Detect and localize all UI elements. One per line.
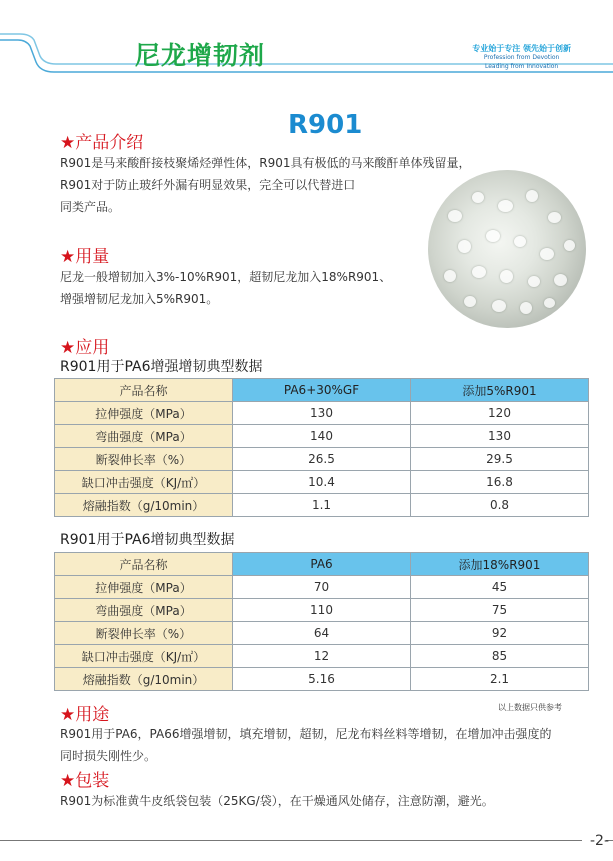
packaging-line: R901为标准黄牛皮纸袋包装（25KG/袋），在干燥通风处储存，注意防潮，避光。: [60, 794, 494, 808]
intro-line: R901对于防止玻纤外漏有明显效果，完全可以代替进口: [60, 178, 356, 192]
dosage-line: 增强增韧尼龙加入5%R901。: [60, 292, 219, 306]
table-row: [55, 448, 589, 471]
table-cell: 85: [411, 645, 589, 668]
star-icon: ★: [60, 247, 76, 267]
uses-title: 用途: [75, 705, 110, 725]
table-row: [55, 645, 589, 668]
table-header-row: [55, 553, 589, 576]
table-header-cell: PA6+30%GF: [233, 379, 411, 402]
table1-caption: R901用于PA6增强增韧典型数据: [60, 359, 263, 375]
table-cell: 缺口冲击强度（KJ/㎡）: [55, 645, 233, 668]
dosage-heading: [60, 242, 109, 267]
packaging-heading: [60, 766, 109, 791]
table-cell: 断裂伸长率（%）: [55, 448, 233, 471]
table-cell: 70: [233, 576, 411, 599]
table1: [54, 378, 589, 517]
table-row: [55, 576, 589, 599]
table2: [54, 552, 589, 691]
packaging-title: 包装: [75, 771, 110, 791]
application-heading: [60, 333, 109, 358]
table2-caption: R901用于PA6增韧典型数据: [60, 532, 235, 548]
table-cell: 10.4: [233, 471, 411, 494]
table-cell: 29.5: [411, 448, 589, 471]
table-cell: 熔融指数（g/10min）: [55, 494, 233, 517]
table-cell: 92: [411, 622, 589, 645]
table-header-cell: 添加5%R901: [411, 379, 589, 402]
table-cell: 缺口冲击强度（KJ/㎡）: [55, 471, 233, 494]
table-row: [55, 622, 589, 645]
packaging-text: [60, 790, 494, 812]
table-cell: 5.16: [233, 668, 411, 691]
star-icon: ★: [60, 705, 76, 725]
slogan-cn: 专业始于专注 领先始于创新: [472, 44, 571, 53]
table-header-row: [55, 379, 589, 402]
table-cell: 12: [233, 645, 411, 668]
star-icon: ★: [60, 133, 76, 153]
table-cell: 45: [411, 576, 589, 599]
table-cell: 120: [411, 402, 589, 425]
table-row: [55, 402, 589, 425]
uses-line: R901用于PA6，PA66增强增韧，填充增韧，超韧，尼龙布料丝料等增韧，在增加冲击强度的: [60, 727, 552, 741]
table-header-cell: 产品名称: [55, 553, 233, 576]
table-cell: 130: [411, 425, 589, 448]
uses-line: 同时损失刚性少。: [60, 749, 157, 763]
table-cell: 拉伸强度（MPa）: [55, 402, 233, 425]
table-cell: 弯曲强度（MPa）: [55, 425, 233, 448]
table-cell: 75: [411, 599, 589, 622]
table-row: [55, 494, 589, 517]
table-cell: 26.5: [233, 448, 411, 471]
slogan-en-2: Leading from Innovation: [484, 63, 559, 70]
table-cell: 110: [233, 599, 411, 622]
table-cell: 2.1: [411, 668, 589, 691]
dosage-text: [60, 266, 391, 310]
intro-line: R901是马来酸酐接枝聚烯烃弹性体，R901具有极低的马来酸酐单体残留量，: [60, 156, 471, 170]
uses-text: [60, 723, 552, 767]
table-row: [55, 599, 589, 622]
page-header: [0, 0, 613, 82]
table-cell: 弯曲强度（MPa）: [55, 599, 233, 622]
dosage-line: 尼龙一般增韧加入3%-10%R901，超韧尼龙加入18%R901、: [60, 270, 392, 284]
table-cell: 1.1: [233, 494, 411, 517]
product-pellets-image: [428, 170, 586, 328]
dosage-title: 用量: [75, 247, 110, 267]
uses-heading: [60, 700, 109, 725]
intro-text: [60, 152, 471, 218]
table-row: [55, 425, 589, 448]
brand-title: 尼龙增韧剂: [135, 41, 266, 70]
slogan-en-1: Profession from Devotion: [483, 54, 560, 61]
table-cell: 140: [233, 425, 411, 448]
intro-line: 同类产品。: [60, 200, 121, 214]
star-icon: ★: [60, 338, 76, 358]
data-disclaimer: 以上数据只供参考: [498, 703, 562, 712]
page-number: -2-: [590, 833, 610, 849]
intro-heading: [60, 128, 143, 153]
table-cell: 断裂伸长率（%）: [55, 622, 233, 645]
star-icon: ★: [60, 771, 76, 791]
table-cell: 拉伸强度（MPa）: [55, 576, 233, 599]
slogan: [472, 44, 571, 71]
table-cell: 0.8: [411, 494, 589, 517]
table-cell: 64: [233, 622, 411, 645]
table-cell: 130: [233, 402, 411, 425]
table-cell: 熔融指数（g/10min）: [55, 668, 233, 691]
table-header-cell: PA6: [233, 553, 411, 576]
table-row: [55, 668, 589, 691]
product-model: R901: [288, 110, 363, 140]
application-title: 应用: [75, 338, 110, 358]
footer-divider: [0, 840, 582, 841]
table-row: [55, 471, 589, 494]
intro-title: 产品介绍: [75, 133, 144, 153]
table-cell: 16.8: [411, 471, 589, 494]
table-header-cell: 产品名称: [55, 379, 233, 402]
table-header-cell: 添加18%R901: [411, 553, 589, 576]
